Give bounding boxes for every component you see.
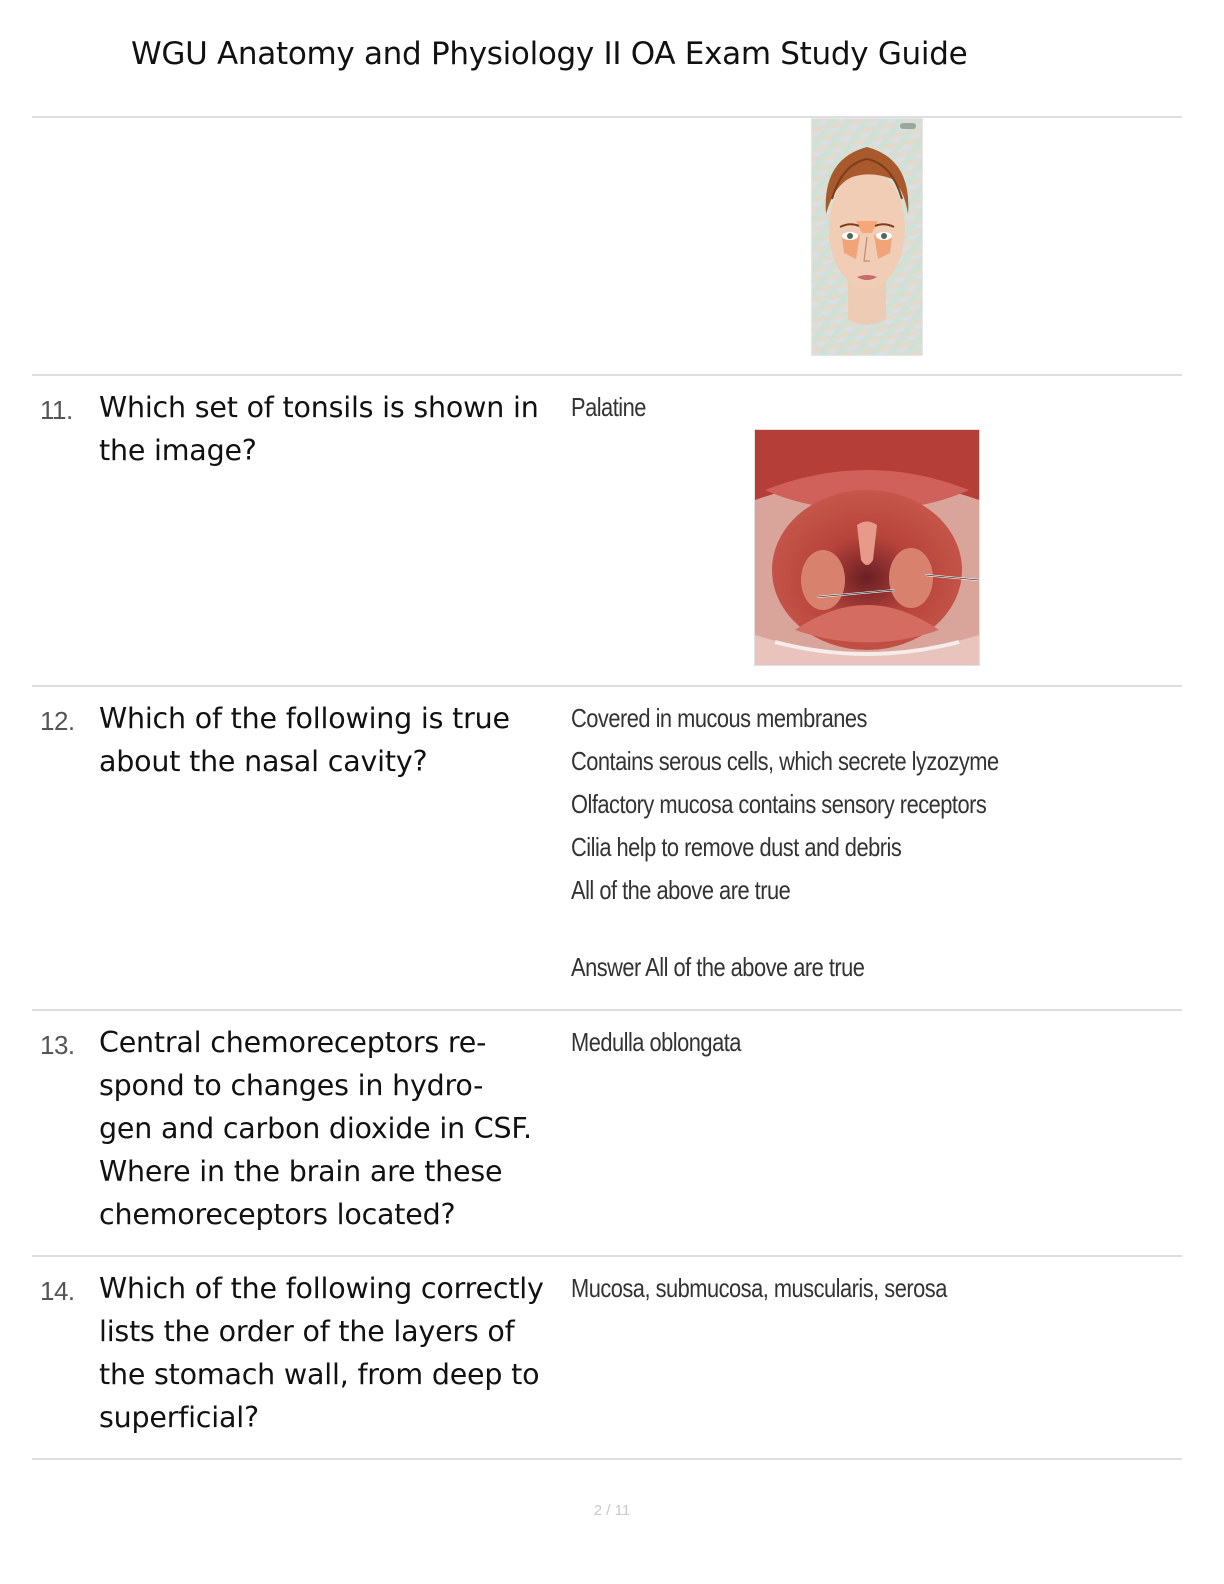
question-number: 13. xyxy=(40,1030,75,1060)
divider xyxy=(32,116,1182,118)
answer-note: Answer All of the above are true xyxy=(571,952,865,982)
question-number: 12. xyxy=(40,706,75,736)
divider xyxy=(32,685,1182,687)
page-number: 2 / 11 xyxy=(593,1502,631,1519)
tonsil-image xyxy=(754,429,980,666)
divider xyxy=(32,1255,1182,1257)
question-text: Which of the following correctly lists the order of the layers of the stomach wall, from deep to superficial? xyxy=(99,1272,544,1434)
question-number: 14. xyxy=(40,1276,75,1306)
question-text: Central chemoreceptors re- spond to changes in hydro- gen and carbon dioxide in CSF. Where in the brain are these chemoreceptors located? xyxy=(99,1026,532,1231)
face-sinus-image xyxy=(811,118,923,356)
question-text: Which set of tonsils is shown in the image? xyxy=(99,391,539,467)
divider xyxy=(32,1009,1182,1011)
answer-text: Medulla oblongata xyxy=(571,1027,741,1057)
answer-text: Covered in mucous membranes Contains serous cells, which secrete lyzozyme Olfactory mucosa contains sensory receptors Cilia help to remove dust and debris All of the above are true Answer All of the above are true xyxy=(571,697,999,989)
answer-text: Palatine xyxy=(571,392,646,422)
page-title: WGU Anatomy and Physiology II OA Exam Study Guide xyxy=(131,36,968,72)
divider xyxy=(32,1458,1182,1460)
question-text: Which of the following is true about the nasal cavity? xyxy=(99,702,510,778)
divider xyxy=(32,374,1182,376)
answer-text: Mucosa, submucosa, muscularis, serosa xyxy=(571,1273,947,1303)
question-number: 11. xyxy=(40,395,73,425)
